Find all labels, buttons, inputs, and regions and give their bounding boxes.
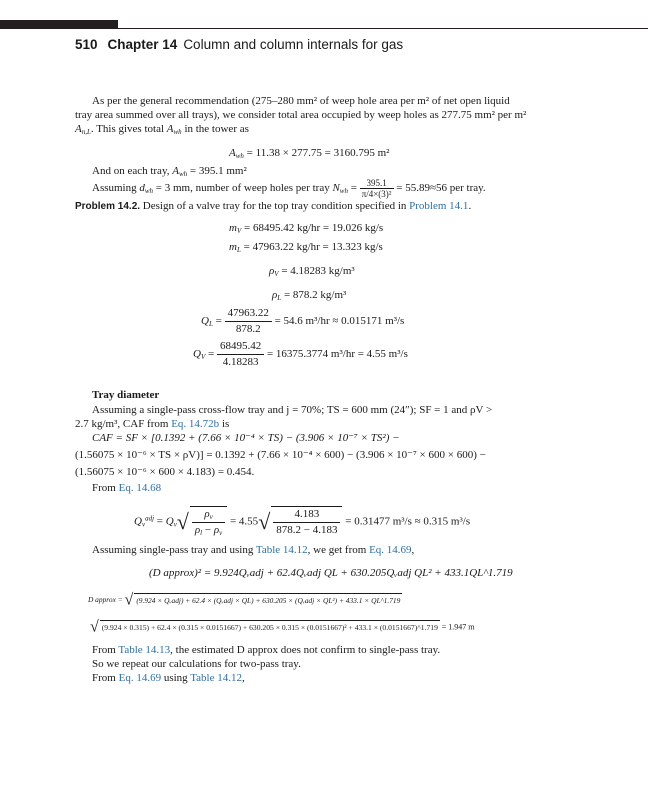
- page-header: [75, 37, 403, 52]
- eq-14-72b-link[interactable]: Eq. 14.72b: [171, 418, 220, 430]
- total-weep-area-equation: $A_{wh} = 11.38 \times 277.75 = 3160.795$ m²: [229, 147, 390, 160]
- chapter-label: Chapter 14: [107, 37, 178, 52]
- eq-14-69-link-2[interactable]: Eq. 14.69: [118, 672, 162, 684]
- section-heading: Tray diameter: [92, 389, 160, 401]
- header-bar: [0, 20, 118, 29]
- repeat-statement: So we repeat our calculations for two-pass tray.: [92, 658, 301, 670]
- eq-14-68-link[interactable]: Eq. 14.68: [118, 482, 162, 494]
- from-eq-14-69-two-pass: From Eq. 14.69 using Table 14.12,: [92, 672, 245, 684]
- mass-flow-liquid: $m_L = 47963.22$ kg/hr = 13.323 kg/s: [229, 241, 383, 254]
- intro-line-2: tray area summed over all trays), we consider total area occupied by weep holes as 277.75 mm² per m²: [75, 109, 527, 121]
- problem-link[interactable]: Problem 14.1: [409, 200, 469, 212]
- liquid-volumetric-flow: $Q_L$ = $\frac{47963.22}{878.2}$ = 54.6 m³/hr ≈ 0.015171 m³/s: [201, 307, 405, 335]
- mass-flow-vapor: $m_V = 68495.42$ kg/hr = 19.026 kg/s: [229, 222, 384, 235]
- vapor-density: $\rho_V = 4.18283$ kg/m³: [269, 265, 355, 278]
- weep-fraction: $\frac{395.1}{\text{π/4×(3)²}}$: [361, 178, 392, 199]
- caf-equation-line-2: (1.56075 × 10⁻⁶ × TS × ρV)] = 0.1392 + (7.66 × 10⁻⁴ × 600) − (3.906 × 10⁻⁷ × 600 × 600) −: [75, 449, 486, 461]
- table-14-12-link[interactable]: Table 14.12: [255, 544, 308, 556]
- vapor-volumetric-flow: $Q_V$ = $\frac{68495.42}{4.18283}$ = 16375.3774 m³/hr = 4.55 m³/s: [193, 340, 408, 368]
- chapter-title: Column and column internals for gas: [183, 37, 404, 52]
- tray-assumption-line-2: 2.7 kg/m³, CAF from Eq. 14.72b is: [75, 418, 230, 430]
- tray-weep-area: And on each tray, $A_{wh} = 395.1$ mm²: [92, 165, 247, 178]
- table-14-12-link-2[interactable]: Table 14.12: [190, 672, 242, 684]
- dapprox-equation: (D approx)² = 9.924Qᵥadj + 62.4Qᵥadj QL + 630.205Qᵥadj QL² + 433.1QL^1.719: [149, 567, 513, 579]
- qv-adjusted-equation: $Q_v^{adj} = Q_v√$ $\frac{\rho_v}{\rho_l - \rho_v}$ = 4.55√ $\frac{4.183}{878.2 - 4.183}$ = 0.31477 m³/s ≈ 0.315 m³/s: [134, 508, 471, 537]
- table-14-13-link[interactable]: Table 14.13: [118, 644, 171, 656]
- weep-hole-count: Assuming $d_{wh} = 3$ mm, number of weep holes per tray $N_{wh}$ = $\frac{395.1}{\text{π/4×(3)²}}$ = 55.89≈56 per tray.: [92, 178, 486, 199]
- tray-assumption-line-1: Assuming a single-pass cross-flow tray and j = 70%; TS = 600 mm (24″); SF = 1 and ρV >: [92, 404, 493, 416]
- dapprox-numeric: √ (9.924 × 0.315) + 62.4 × (0.315 × 0.0151667) + 630.205 × 0.315 × (0.0151667)² + 433.1 × (0.0151667)^1.719 = 1.947 m: [90, 618, 475, 636]
- dapprox-formula: D approx = √ (9.924 × Qᵥadj) + 62.4 × (Qᵥadj × QL) + 630.205 × (Qᵥadj × QL²) + 433.1 × QL^1.719: [88, 591, 401, 609]
- from-eq-14-68: From Eq. 14.68: [92, 482, 162, 494]
- liquid-density: $\rho_L = 878.2$ kg/m³: [272, 289, 347, 302]
- table-14-13-check: From Table 14.13, the estimated D approx does not confirm to single-pass tray.: [92, 644, 441, 656]
- intro-line-3: $A_{n,L}$. This gives total $A_{wh}$ in the tower as: [75, 123, 249, 136]
- eq-14-69-link[interactable]: Eq. 14.69: [369, 544, 412, 556]
- page-number: 510: [75, 37, 98, 52]
- intro-line-1: As per the general recommendation (275–280 mm² of weep hole area per m² of net open liquid: [92, 95, 510, 107]
- problem-statement: Problem 14.2. Design of a valve tray for the top tray condition specified in Problem 14.1.: [75, 200, 472, 212]
- single-pass-assumption: Assuming single-pass tray and using Table 14.12, we get from Eq. 14.69,: [92, 544, 415, 556]
- header-rule: [118, 28, 648, 29]
- caf-equation-line-1: CAF = SF × [0.1392 + (7.66 × 10⁻⁴ × TS) − (3.906 × 10⁻⁷ × TS²) −: [92, 432, 400, 444]
- caf-equation-line-3: (1.56075 × 10⁻⁶ × 600 × 4.183) = 0.454.: [75, 466, 255, 478]
